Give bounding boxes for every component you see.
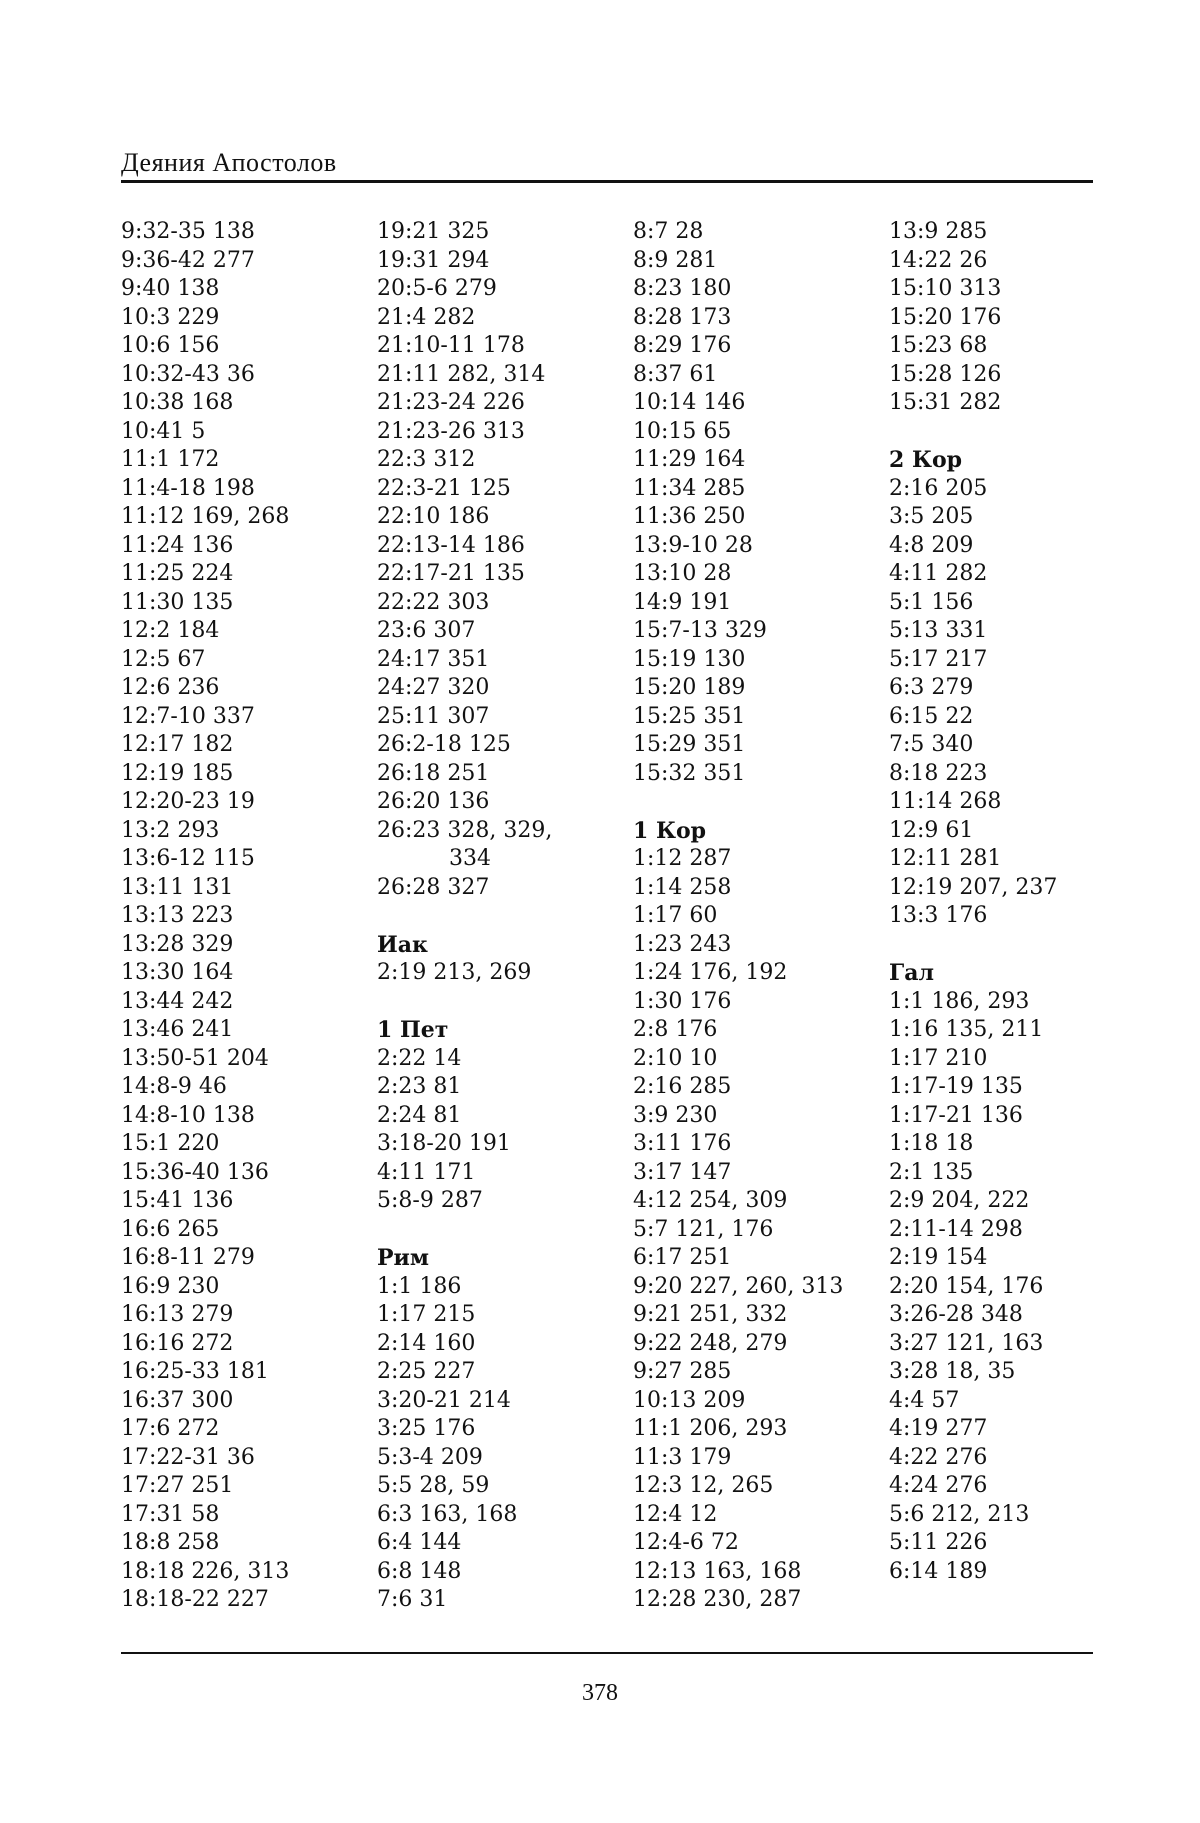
index-entry: 4:22 276 (889, 1444, 988, 1470)
index-entry: 24:27 320 (377, 675, 490, 700)
index-entry: 1:1 186 (377, 1273, 462, 1299)
index-entry: 4:12 254, 309 (633, 1188, 788, 1213)
index-entry: 15:31 282 (889, 390, 1002, 415)
index-entry: 13:3 176 (889, 903, 988, 928)
index-entry: 8:18 223 (889, 760, 988, 786)
index-entry: 13:44 242 (121, 988, 234, 1014)
index-entry: 2:16 285 (633, 1074, 732, 1099)
index-entry: 14:9 191 (633, 589, 732, 615)
index-entry: 4:24 276 (889, 1473, 988, 1498)
index-entry: 26:20 136 (377, 789, 490, 814)
index-entry: 10:41 5 (121, 418, 206, 444)
index-entry: 1:14 258 (633, 874, 732, 900)
index-entry: 10:15 65 (633, 418, 732, 444)
index-entry: 5:8-9 287 (377, 1188, 483, 1213)
index-entry: 4:4 57 (889, 1387, 960, 1413)
index-entry: 22:22 303 (377, 589, 490, 615)
index-entry: 13:30 164 (121, 960, 234, 985)
running-head: Деяния Апостолов (121, 148, 337, 177)
index-entry-continuation: 334 (449, 846, 491, 871)
index-entry: 11:29 164 (633, 447, 746, 472)
index-entry: 3:27 121, 163 (889, 1330, 1044, 1356)
index-entry: 2:16 205 (889, 475, 988, 501)
index-entry: 12:11 281 (889, 846, 1002, 871)
book-heading: Иак (377, 931, 428, 958)
index-entry: 22:13-14 186 (377, 532, 525, 558)
index-entry: 2:11-14 298 (889, 1216, 1023, 1242)
index-entry: 13:6-12 115 (121, 846, 255, 871)
index-entry: 15:36-40 136 (121, 1159, 269, 1185)
index-entry: 1:23 243 (633, 931, 732, 957)
index-entry: 1:16 135, 211 (889, 1017, 1044, 1042)
book-heading: Рим (377, 1245, 429, 1271)
index-entry: 15:20 176 (889, 304, 1002, 330)
index-entry: 26:18 251 (377, 760, 490, 786)
index-entry: 6:17 251 (633, 1245, 732, 1270)
index-entry: 3:18-20 191 (377, 1131, 511, 1156)
index-entry: 5:13 331 (889, 618, 988, 643)
index-entry: 22:17-21 135 (377, 561, 525, 586)
index-entry: 1:17-21 136 (889, 1102, 1023, 1128)
index-entry: 12:2 184 (121, 618, 220, 643)
section-gap (377, 1216, 617, 1245)
index-entry: 12:13 163, 168 (633, 1558, 802, 1584)
index-entry: 14:8-9 46 (121, 1074, 227, 1099)
index-entry: 14:22 26 (889, 247, 988, 273)
index-entry: 12:5 67 (121, 646, 206, 672)
index-entry: 13:28 329 (121, 931, 234, 957)
index-entry: 20:5-6 279 (377, 276, 497, 301)
index-entry: 1:17-19 135 (889, 1074, 1023, 1099)
index-entry: 26:23 328, 329, (377, 817, 553, 843)
index-entry: 12:3 12, 265 (633, 1473, 774, 1498)
index-entry: 12:6 236 (121, 675, 220, 700)
index-entry: 1:1 186, 293 (889, 988, 1030, 1014)
index-entry: 15:29 351 (633, 732, 746, 757)
index-entry: 3:28 18, 35 (889, 1359, 1016, 1384)
index-entry: 26:2-18 125 (377, 732, 511, 757)
book-heading: Гал (889, 960, 934, 986)
index-columns (121, 218, 1093, 1618)
index-entry: 3:20-21 214 (377, 1387, 511, 1413)
index-entry: 5:17 217 (889, 646, 988, 672)
index-entry: 15:10 313 (889, 276, 1002, 301)
index-entry: 8:37 61 (633, 361, 718, 387)
index-entry: 19:21 325 (377, 219, 490, 244)
footer-rule (121, 1652, 1093, 1654)
index-entry: 13:10 28 (633, 561, 732, 586)
index-entry: 17:31 58 (121, 1501, 220, 1527)
index-entry: 12:4 12 (633, 1501, 718, 1527)
index-entry: 16:6 265 (121, 1216, 220, 1242)
index-entry: 15:7-13 329 (633, 618, 767, 643)
index-entry: 16:13 279 (121, 1302, 234, 1327)
book-heading: 2 Кор (889, 447, 963, 473)
index-entry: 1:17 215 (377, 1302, 476, 1327)
index-entry: 5:7 121, 176 (633, 1216, 774, 1242)
index-entry: 1:24 176, 192 (633, 960, 788, 985)
index-entry: 11:14 268 (889, 789, 1002, 814)
index-entry: 9:32-35 138 (121, 219, 255, 244)
index-entry: 13:2 293 (121, 817, 220, 843)
section-gap (633, 788, 873, 817)
index-entry: 7:5 340 (889, 732, 974, 757)
index-entry: 17:22-31 36 (121, 1444, 255, 1470)
index-entry: 8:28 173 (633, 304, 732, 330)
index-entry: 21:11 282, 314 (377, 361, 546, 387)
index-entry: 23:6 307 (377, 618, 476, 643)
index-entry: 15:41 136 (121, 1188, 234, 1213)
index-entry: 10:3 229 (121, 304, 220, 330)
index-entry: 7:6 31 (377, 1587, 448, 1612)
index-entry: 12:19 207, 237 (889, 874, 1058, 900)
index-entry: 9:40 138 (121, 276, 220, 301)
book-heading: 1 Кор (633, 817, 707, 844)
index-entry: 15:28 126 (889, 361, 1002, 387)
index-entry: 8:7 28 (633, 219, 704, 244)
index-entry: 16:16 272 (121, 1330, 234, 1356)
index-entry: 17:6 272 (121, 1416, 220, 1441)
index-entry: 3:17 147 (633, 1159, 732, 1185)
index-entry: 16:37 300 (121, 1387, 234, 1413)
index-entry: 15:19 130 (633, 646, 746, 672)
index-entry: 6:14 189 (889, 1558, 988, 1584)
index-entry: 12:20-23 19 (121, 789, 255, 814)
index-entry: 15:32 351 (633, 760, 746, 786)
index-entry: 1:17 210 (889, 1045, 988, 1071)
index-entry: 6:4 144 (377, 1530, 462, 1555)
index-entry: 6:8 148 (377, 1558, 462, 1584)
index-entry: 12:28 230, 287 (633, 1587, 802, 1612)
index-entry: 2:19 154 (889, 1245, 988, 1270)
index-entry: 10:32-43 36 (121, 361, 255, 387)
index-entry: 21:23-26 313 (377, 418, 525, 444)
index-entry: 14:8-10 138 (121, 1102, 255, 1128)
index-entry: 11:12 169, 268 (121, 504, 290, 529)
index-entry: 9:20 227, 260, 313 (633, 1273, 844, 1299)
index-entry: 12:19 185 (121, 760, 234, 786)
index-entry: 1:17 60 (633, 903, 718, 928)
index-entry: 15:25 351 (633, 703, 746, 729)
index-entry: 3:11 176 (633, 1131, 732, 1156)
index-entry: 11:24 136 (121, 532, 234, 558)
index-column-3 (633, 218, 873, 1615)
index-entry: 16:9 230 (121, 1273, 220, 1299)
index-entry: 2:14 160 (377, 1330, 476, 1356)
index-entry: 11:4-18 198 (121, 475, 255, 501)
index-entry: 8:9 281 (633, 247, 718, 273)
index-entry: 13:9 285 (889, 219, 988, 244)
index-entry: 6:3 163, 168 (377, 1501, 518, 1527)
index-entry: 2:23 81 (377, 1074, 462, 1099)
index-entry: 13:50-51 204 (121, 1045, 269, 1071)
index-entry: 13:11 131 (121, 874, 234, 900)
section-gap (889, 931, 1129, 960)
index-entry: 1:18 18 (889, 1131, 974, 1156)
index-entry: 11:1 206, 293 (633, 1416, 788, 1441)
index-entry: 26:28 327 (377, 874, 490, 900)
index-entry: 3:25 176 (377, 1416, 476, 1441)
index-entry: 2:22 14 (377, 1045, 462, 1071)
index-entry: 8:23 180 (633, 276, 732, 301)
index-entry: 5:6 212, 213 (889, 1501, 1030, 1527)
index-entry: 3:5 205 (889, 504, 974, 529)
index-entry: 11:34 285 (633, 475, 746, 501)
index-entry: 9:21 251, 332 (633, 1302, 788, 1327)
index-column-1 (121, 218, 361, 1615)
index-entry: 21:10-11 178 (377, 333, 525, 358)
index-entry: 5:1 156 (889, 589, 974, 615)
section-gap (377, 902, 617, 931)
index-entry: 17:27 251 (121, 1473, 234, 1498)
index-entry: 2:25 227 (377, 1359, 476, 1384)
index-entry: 2:8 176 (633, 1017, 718, 1042)
index-entry: 2:10 10 (633, 1045, 718, 1071)
index-entry: 5:3-4 209 (377, 1444, 483, 1470)
index-entry: 13:46 241 (121, 1017, 234, 1042)
index-entry: 8:29 176 (633, 333, 732, 358)
index-entry: 13:9-10 28 (633, 532, 753, 558)
index-entry: 5:11 226 (889, 1530, 988, 1555)
index-entry: 25:11 307 (377, 703, 490, 729)
index-entry: 1:30 176 (633, 988, 732, 1014)
index-entry: 9:27 285 (633, 1359, 732, 1384)
index-entry: 18:8 258 (121, 1530, 220, 1555)
index-entry: 16:8-11 279 (121, 1245, 255, 1270)
index-entry: 5:5 28, 59 (377, 1473, 490, 1498)
index-entry: 6:15 22 (889, 703, 974, 729)
index-entry: 10:6 156 (121, 333, 220, 358)
index-entry: 3:26-28 348 (889, 1302, 1023, 1327)
section-gap (377, 988, 617, 1017)
index-entry: 10:14 146 (633, 390, 746, 415)
index-entry: 22:3-21 125 (377, 475, 511, 501)
index-entry: 13:13 223 (121, 903, 234, 928)
index-entry: 15:20 189 (633, 675, 746, 700)
index-entry: 18:18-22 227 (121, 1587, 269, 1612)
index-entry: 21:23-24 226 (377, 390, 525, 415)
index-entry: 4:8 209 (889, 532, 974, 558)
index-entry: 11:30 135 (121, 589, 234, 615)
index-entry: 4:19 277 (889, 1416, 988, 1441)
index-entry: 12:17 182 (121, 732, 234, 757)
index-entry: 11:25 224 (121, 561, 234, 586)
index-entry: 22:10 186 (377, 504, 490, 529)
index-entry: 9:22 248, 279 (633, 1330, 788, 1356)
index-entry: 2:19 213, 269 (377, 960, 532, 985)
index-entry: 10:13 209 (633, 1387, 746, 1413)
book-heading: 1 Пет (377, 1017, 449, 1043)
index-entry: 15:23 68 (889, 333, 988, 358)
index-entry: 12:9 61 (889, 817, 974, 843)
index-entry: 16:25-33 181 (121, 1359, 269, 1384)
index-entry: 19:31 294 (377, 247, 490, 273)
index-entry: 2:9 204, 222 (889, 1188, 1030, 1213)
index-entry: 2:20 154, 176 (889, 1273, 1044, 1299)
index-entry: 1:12 287 (633, 846, 732, 871)
index-entry: 15:1 220 (121, 1131, 220, 1156)
index-entry: 2:1 135 (889, 1159, 974, 1185)
index-column-4 (889, 218, 1129, 1586)
index-entry: 2:24 81 (377, 1102, 462, 1128)
index-entry: 9:36-42 277 (121, 247, 255, 273)
index-entry: 11:3 179 (633, 1444, 732, 1470)
index-entry: 12:7-10 337 (121, 703, 255, 729)
index-entry: 21:4 282 (377, 304, 476, 330)
index-entry: 24:17 351 (377, 646, 490, 672)
index-entry: 3:9 230 (633, 1102, 718, 1128)
index-entry: 4:11 282 (889, 561, 988, 586)
index-entry: 18:18 226, 313 (121, 1558, 290, 1584)
section-gap (889, 418, 1129, 447)
header-rule (121, 180, 1093, 183)
index-entry: 22:3 312 (377, 447, 476, 472)
index-entry: 11:1 172 (121, 447, 220, 472)
index-entry: 6:3 279 (889, 675, 974, 700)
index-entry: 10:38 168 (121, 390, 234, 415)
index-entry: 4:11 171 (377, 1159, 476, 1185)
index-entry: 12:4-6 72 (633, 1530, 739, 1555)
page-number: 378 (582, 1680, 618, 1706)
index-entry: 11:36 250 (633, 504, 746, 529)
index-column-2 (377, 218, 617, 1615)
